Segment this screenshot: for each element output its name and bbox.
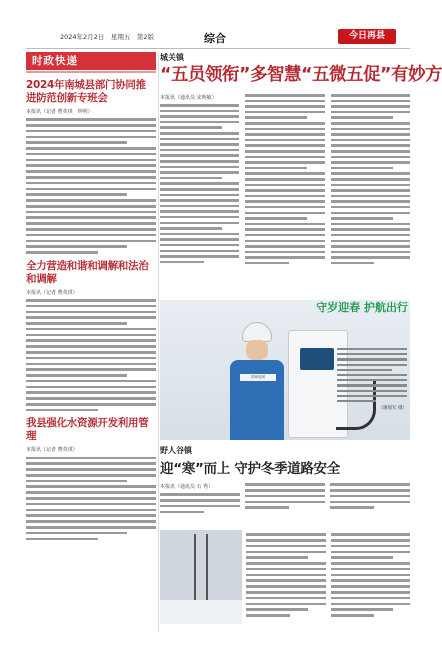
text-line — [26, 240, 156, 243]
text-line — [245, 256, 324, 259]
text-line — [26, 363, 156, 366]
charger-screen — [300, 348, 334, 370]
text-line — [331, 217, 393, 220]
text-line — [26, 497, 156, 500]
article-col-2 — [245, 91, 324, 268]
text-line — [331, 178, 410, 181]
text-line — [160, 110, 239, 113]
text-line — [331, 228, 410, 231]
text-line — [330, 483, 410, 486]
text-line — [245, 178, 324, 181]
text-line — [26, 357, 156, 360]
section-title: 综合 — [204, 32, 226, 45]
text-line — [331, 189, 410, 192]
text-line — [246, 539, 326, 542]
text-line — [331, 585, 411, 588]
text-line — [331, 245, 410, 248]
worker-face — [246, 340, 268, 360]
text-line — [245, 262, 289, 265]
snow-ground — [160, 600, 242, 624]
helmet — [242, 322, 272, 342]
text-line — [160, 505, 240, 508]
text-line — [245, 189, 324, 192]
brief-body-3 — [26, 457, 156, 541]
text-line — [26, 374, 127, 377]
bottom-text-top — [160, 480, 410, 516]
text-line — [160, 205, 239, 208]
article-kicker: 城关镇 — [160, 53, 184, 62]
text-line — [26, 299, 156, 302]
text-line — [331, 212, 410, 215]
article-headline: “五员领衔”多智慧“五微五促”有妙方 — [160, 65, 442, 85]
text-line — [26, 322, 127, 325]
text-line — [331, 591, 411, 594]
text-line — [26, 468, 156, 471]
text-line — [26, 188, 156, 191]
text-line — [26, 503, 156, 506]
text-line — [331, 608, 393, 611]
text-line — [245, 489, 325, 492]
text-line — [331, 539, 411, 542]
text-line — [26, 403, 156, 406]
text-line — [26, 316, 156, 319]
text-line — [331, 614, 375, 617]
text-line — [26, 485, 156, 488]
text-line — [331, 234, 410, 237]
text-line — [26, 514, 156, 517]
text-line — [160, 121, 239, 124]
brief-byline-3: 本报讯（记者 曹英琪） — [26, 447, 78, 454]
worker-figure — [224, 322, 284, 440]
bottom-text-lower — [246, 530, 410, 620]
text-line — [331, 167, 393, 170]
text-line — [331, 139, 410, 142]
text-line — [160, 104, 239, 107]
text-line — [331, 100, 410, 103]
bottom-col-b-text — [245, 483, 325, 509]
band-underline — [26, 71, 156, 73]
text-line — [26, 216, 156, 219]
text-line — [331, 223, 410, 226]
text-line — [160, 493, 240, 496]
text-line — [26, 509, 156, 512]
text-line — [245, 212, 324, 215]
text-line — [26, 222, 156, 225]
text-line — [337, 353, 407, 355]
section-band: 时政快递 — [26, 52, 156, 70]
text-line — [330, 489, 410, 492]
bottom-col-a — [160, 480, 240, 516]
text-line — [331, 251, 410, 254]
text-line — [160, 238, 239, 241]
text-line — [26, 368, 156, 371]
text-line — [331, 122, 410, 125]
column-divider — [158, 52, 159, 632]
text-line — [26, 491, 156, 494]
text-line — [246, 562, 326, 565]
text-line — [160, 210, 239, 213]
text-line — [245, 144, 324, 147]
article-col-3-text — [331, 94, 410, 264]
brief-title-1: 2024年南城县部门协同推进防范创新专班会 — [26, 79, 146, 104]
text-line — [337, 379, 407, 381]
text-line — [160, 182, 239, 185]
text-line — [337, 395, 407, 397]
text-line — [160, 194, 239, 197]
text-line — [331, 161, 410, 164]
text-line — [245, 240, 324, 243]
text-line — [26, 205, 156, 208]
text-line — [26, 199, 156, 202]
text-line — [26, 474, 156, 477]
text-line — [26, 234, 156, 237]
text-line — [337, 390, 407, 392]
text-line — [26, 130, 156, 133]
text-line — [331, 105, 410, 108]
text-line — [330, 501, 410, 504]
text-line — [26, 141, 127, 144]
text-line — [26, 538, 98, 541]
winter-photo — [160, 530, 242, 624]
text-line — [26, 124, 156, 127]
text-line — [245, 116, 307, 119]
text-line — [26, 136, 156, 139]
text-line — [245, 483, 325, 486]
text-line — [330, 495, 410, 498]
text-line — [160, 199, 239, 202]
text-line — [337, 374, 407, 376]
text-line — [160, 244, 239, 247]
text-line — [160, 126, 222, 129]
text-line — [331, 545, 411, 548]
text-line — [330, 506, 374, 509]
text-line — [245, 195, 324, 198]
text-line — [331, 262, 375, 265]
article-byline: 本报讯（通讯员 宋明敏） — [160, 95, 217, 101]
text-line — [246, 608, 308, 611]
text-line — [245, 217, 307, 220]
bottom-col-d-text — [246, 533, 326, 617]
text-line — [331, 603, 411, 606]
text-line — [26, 391, 156, 394]
text-line — [246, 579, 326, 582]
text-line — [160, 171, 239, 174]
text-line — [160, 222, 239, 225]
text-line — [26, 328, 156, 331]
text-line — [331, 574, 411, 577]
left-column — [26, 52, 156, 543]
text-line — [26, 462, 156, 465]
photo-credit: （谢锦军 摄） — [378, 406, 407, 412]
text-line — [26, 147, 156, 150]
text-line — [331, 144, 410, 147]
text-line — [337, 369, 392, 371]
text-line — [337, 384, 407, 386]
text-line — [331, 195, 410, 198]
text-line — [246, 533, 326, 536]
text-line — [160, 250, 239, 253]
text-line — [331, 206, 410, 209]
text-line — [337, 364, 407, 366]
text-line — [26, 153, 156, 156]
text-line — [331, 551, 411, 554]
text-line — [160, 511, 204, 514]
text-line — [245, 161, 324, 164]
worker-uniform — [230, 360, 284, 440]
text-line — [26, 228, 156, 231]
text-line — [160, 233, 239, 236]
text-line — [160, 149, 239, 152]
text-line — [245, 156, 324, 159]
brief-title-2: 全力营造和谐和调解和法治和调解 — [26, 259, 149, 285]
text-line — [160, 188, 239, 191]
text-line — [26, 334, 156, 337]
text-line — [160, 154, 239, 157]
text-line — [245, 245, 324, 248]
text-line — [245, 228, 324, 231]
text-line — [245, 133, 324, 136]
text-line — [331, 94, 410, 97]
text-line — [337, 400, 376, 402]
text-line — [160, 216, 239, 219]
text-line — [331, 556, 393, 559]
text-line — [26, 409, 98, 412]
text-line — [26, 305, 156, 308]
text-line — [331, 156, 410, 159]
article-col-1-text — [160, 104, 239, 263]
text-line — [160, 143, 239, 146]
text-line — [245, 184, 324, 187]
text-line — [331, 128, 410, 131]
text-line — [331, 200, 410, 203]
text-line — [245, 234, 324, 237]
newspaper-logo: 今日再县 — [338, 29, 396, 44]
text-line — [26, 480, 127, 483]
text-line — [160, 166, 239, 169]
text-line — [331, 150, 410, 153]
text-line — [246, 574, 326, 577]
text-line — [331, 562, 411, 565]
text-line — [245, 200, 324, 203]
text-line — [26, 457, 156, 460]
brief-byline-2: 本报讯（记者 曹英琪） — [26, 289, 78, 296]
text-line — [245, 122, 324, 125]
text-line — [331, 172, 410, 175]
text-line — [331, 133, 410, 136]
bottom-col-a-text — [160, 493, 240, 513]
text-line — [245, 223, 324, 226]
brief-byline-1: 本报讯（记者 曹英琪 钟明） — [26, 109, 93, 115]
text-line — [245, 206, 324, 209]
uniform-badge: 国家电网 — [240, 374, 276, 381]
text-line — [245, 111, 324, 114]
text-line — [160, 115, 239, 118]
text-line — [245, 251, 324, 254]
header-divider — [26, 48, 410, 49]
text-line — [160, 255, 239, 258]
text-line — [331, 597, 411, 600]
text-line — [26, 251, 98, 254]
text-line — [26, 526, 156, 529]
text-line — [160, 499, 240, 502]
text-line — [245, 94, 324, 97]
article-col-2-text — [245, 94, 324, 264]
text-line — [246, 556, 308, 559]
text-line — [26, 532, 127, 535]
bottom-article — [160, 445, 410, 516]
text-line — [160, 177, 222, 180]
brief-body-1 — [26, 118, 156, 254]
text-line — [26, 311, 156, 314]
text-line — [26, 339, 156, 342]
text-line — [26, 193, 127, 196]
text-line — [331, 184, 410, 187]
text-line — [26, 351, 156, 354]
text-line — [245, 172, 324, 175]
text-line — [246, 551, 326, 554]
text-line — [160, 227, 222, 230]
bottom-col-c — [330, 480, 410, 516]
article-body — [160, 91, 410, 268]
text-line — [245, 506, 289, 509]
page-header — [26, 30, 410, 46]
text-line — [26, 386, 156, 389]
text-line — [245, 139, 324, 142]
issue-date: 2024年2月2日 星期五 第2版 — [60, 33, 154, 41]
text-line — [246, 585, 326, 588]
text-line — [26, 397, 156, 400]
brief-title-3: 我县强化水资源开发利用管理 — [26, 417, 149, 443]
text-line — [160, 261, 204, 264]
text-line — [331, 579, 411, 582]
text-line — [160, 132, 239, 135]
text-line — [246, 603, 326, 606]
bottom-col-d — [246, 530, 326, 620]
text-line — [246, 614, 290, 617]
text-line — [245, 501, 325, 504]
text-line — [331, 568, 411, 571]
text-line — [245, 495, 325, 498]
text-line — [246, 591, 326, 594]
bottom-col-e — [331, 530, 411, 620]
text-line — [26, 118, 156, 121]
text-line — [331, 533, 411, 536]
brief-body-2 — [26, 299, 156, 411]
text-line — [26, 182, 156, 185]
text-line — [26, 170, 156, 173]
article-col-1 — [160, 91, 239, 268]
text-line — [245, 167, 307, 170]
photo-title: 守岁迎春 护航出行 — [316, 301, 408, 314]
text-line — [26, 164, 156, 167]
text-line — [245, 150, 324, 153]
bottom-col-e-text — [331, 533, 411, 617]
text-line — [331, 240, 410, 243]
text-line — [26, 245, 127, 248]
photo-caption — [337, 345, 407, 411]
text-line — [246, 568, 326, 571]
text-line — [331, 111, 410, 114]
text-line — [26, 176, 156, 179]
text-line — [245, 128, 324, 131]
text-line — [160, 160, 239, 163]
text-line — [337, 358, 407, 360]
bottom-col-c-text — [330, 483, 410, 509]
text-line — [245, 105, 324, 108]
text-line — [26, 380, 156, 383]
text-line — [331, 116, 393, 119]
article-col-3 — [331, 91, 410, 268]
caption-text — [337, 348, 407, 402]
text-line — [160, 138, 239, 141]
bottom-col-b — [245, 480, 325, 516]
bottom-headline: 迎“寒”而上 守护冬季道路安全 — [160, 461, 340, 477]
text-line — [331, 256, 410, 259]
text-line — [245, 100, 324, 103]
text-line — [246, 545, 326, 548]
text-line — [337, 348, 407, 350]
text-line — [26, 211, 156, 214]
text-line — [26, 159, 156, 162]
text-line — [26, 520, 156, 523]
right-column — [160, 52, 442, 268]
text-line — [246, 597, 326, 600]
bottom-kicker: 野人谷镇 — [160, 446, 192, 455]
text-line — [26, 345, 156, 348]
bottom-byline: 本报讯（通讯员 石 秀） — [160, 484, 214, 490]
